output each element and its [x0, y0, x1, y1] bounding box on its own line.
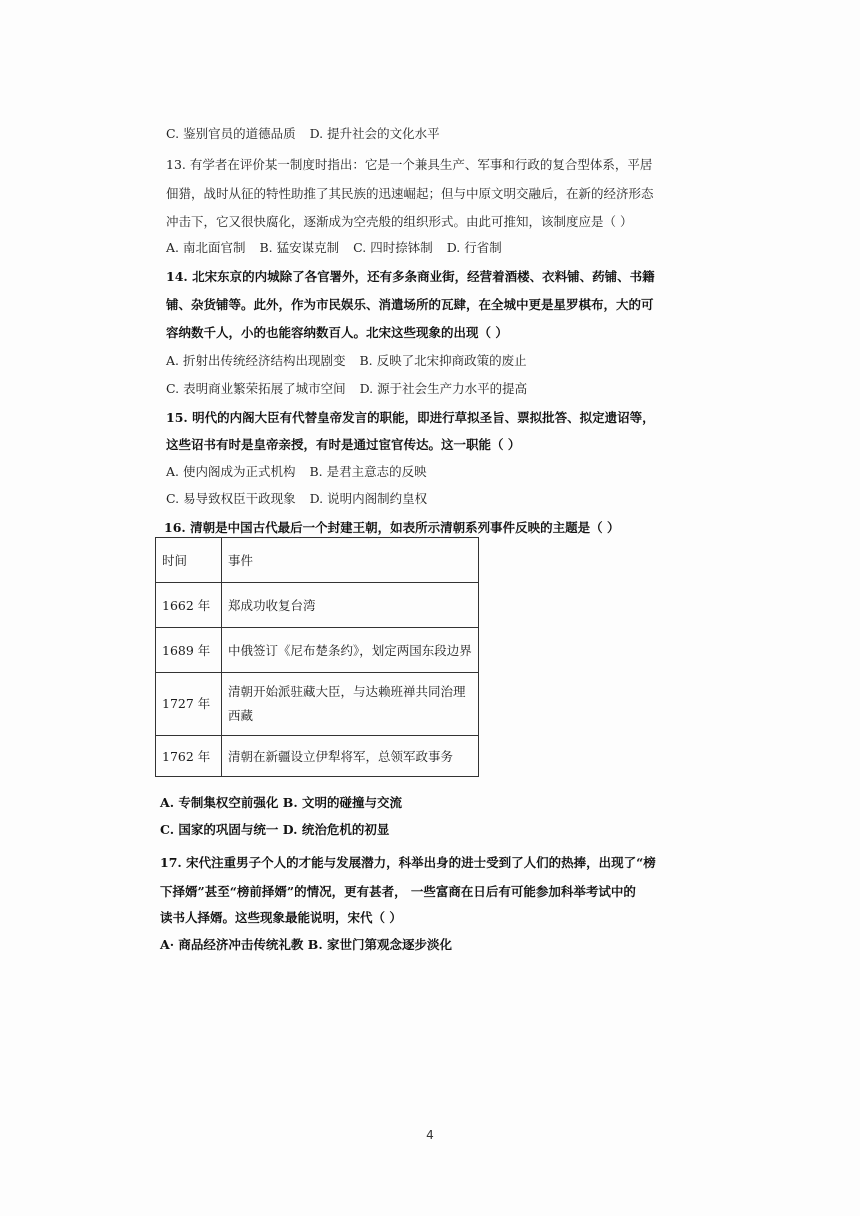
q15-option-d: D. 说明内阁制约皇权 — [309, 491, 428, 506]
q17-stem-line1: 17. 宋代注重男子个人的才能与发展潜力，科举出身的进士受到了人们的热捧，出现了“榜 — [160, 855, 656, 870]
q16-options-cd: C. 国家的巩固与统一 D. 统治危机的初显 — [160, 822, 390, 837]
q15-options-cd — [166, 491, 427, 507]
q15-option-a: A. 使内阁成为正式机构 — [166, 464, 296, 479]
table-header-event: 事件 — [222, 538, 479, 583]
q16-events-table — [155, 537, 479, 777]
table-cell-time: 1762 年 — [156, 736, 222, 777]
q14-options-ab — [166, 353, 527, 369]
q15-option-b: B. 是君主意志的反映 — [309, 464, 427, 479]
q14-stem-line1: 14. 北宋东京的内城除了各官署外，还有多条商业街，经营着酒楼、衣料铺、药铺、书籍 — [166, 269, 655, 284]
q17-options-ab: A· 商品经济冲击传统礼教 B. 家世门第观念逐步淡化 — [160, 937, 453, 952]
q14-option-b: B. 反映了北宋抑商政策的废止 — [359, 353, 527, 368]
q17-stem-line3: 读书人择婿。这些现象最能说明，宋代（ ） — [160, 910, 402, 925]
page-number: 4 — [426, 1128, 434, 1142]
q13-options — [166, 240, 502, 256]
table-cell-time: 1727 年 — [156, 673, 222, 736]
table-header-row — [156, 538, 479, 583]
q12-options — [166, 126, 440, 142]
table-cell-event: 清朝开始派驻藏大臣，与达赖班禅共同治理西藏 — [222, 673, 479, 736]
q12-option-c: C. 鉴别官员的道德品质 — [166, 126, 296, 141]
q13-stem-line3: 冲击下，它又很快腐化，逐渐成为空壳般的组织形式。由此可推知，该制度应是（ ） — [166, 214, 633, 229]
q14-stem-line3: 容纳数千人，小的也能容纳数百人。北宋这些现象的出现（ ） — [166, 325, 508, 340]
q14-option-c: C. 表明商业繁荣拓展了城市空间 — [166, 381, 346, 396]
q13-option-d: D. 行省制 — [446, 240, 502, 255]
q14-stem-line2: 铺、杂货铺等。此外，作为市民娱乐、消遣场所的瓦肆，在全城中更是星罗棋布，大的可 — [166, 297, 654, 312]
table-header-time: 时间 — [156, 538, 222, 583]
q13-option-b: B. 猛安谋克制 — [259, 240, 340, 255]
q13-stem-line1: 13. 有学者在评价某一制度时指出：它是一个兼具生产、军事和行政的复合型体系，平居 — [166, 157, 653, 172]
q15-options-ab — [166, 464, 427, 480]
table-cell-event: 中俄签订《尼布楚条约》，划定两国东段边界 — [222, 628, 479, 673]
q14-option-d: D. 源于社会生产力水平的提高 — [359, 381, 528, 396]
q14-options-cd — [166, 381, 527, 397]
q14-option-a: A. 折射出传统经济结构出现剧变 — [166, 353, 346, 368]
q17-stem-line2: 下择婿”甚至“榜前择婿”的情况，更有甚者， 一些富商在日后有可能参加科举考试中的 — [160, 884, 636, 899]
table-cell-event: 郑成功收复台湾 — [222, 583, 479, 628]
table-cell-time: 1662 年 — [156, 583, 222, 628]
q12-option-d: D. 提升社会的文化水平 — [309, 126, 440, 141]
table-cell-time: 1689 年 — [156, 628, 222, 673]
q15-option-c: C. 易导致权臣干政现象 — [166, 491, 296, 506]
q13-option-c: C. 四时捺钵制 — [353, 240, 433, 255]
q15-stem-line2: 这些诏书有时是皇帝亲授，有时是通过宦官传达。这一职能（ ） — [166, 437, 521, 452]
table-row — [156, 628, 479, 673]
table-row — [156, 583, 479, 628]
table-cell-event: 清朝在新疆设立伊犁将军，总领军政事务 — [222, 736, 479, 777]
q16-stem: 16. 清朝是中国古代最后一个封建王朝，如表所示清朝系列事件反映的主题是（ ） — [164, 520, 620, 535]
q13-stem-line2: 佃猎，战时从征的特性助推了其民族的迅速崛起；但与中原文明交融后，在新的经济形态 — [166, 186, 654, 201]
q15-stem-line1: 15. 明代的内阁大臣有代替皇帝发言的职能，即进行草拟圣旨、票拟批答、拟定遗诏等， — [166, 410, 655, 425]
table-row — [156, 736, 479, 777]
q16-options-ab: A. 专制集权空前强化 B. 文明的碰撞与交流 — [160, 795, 403, 810]
q13-option-a: A. 南北面官制 — [166, 240, 246, 255]
table-row — [156, 673, 479, 736]
